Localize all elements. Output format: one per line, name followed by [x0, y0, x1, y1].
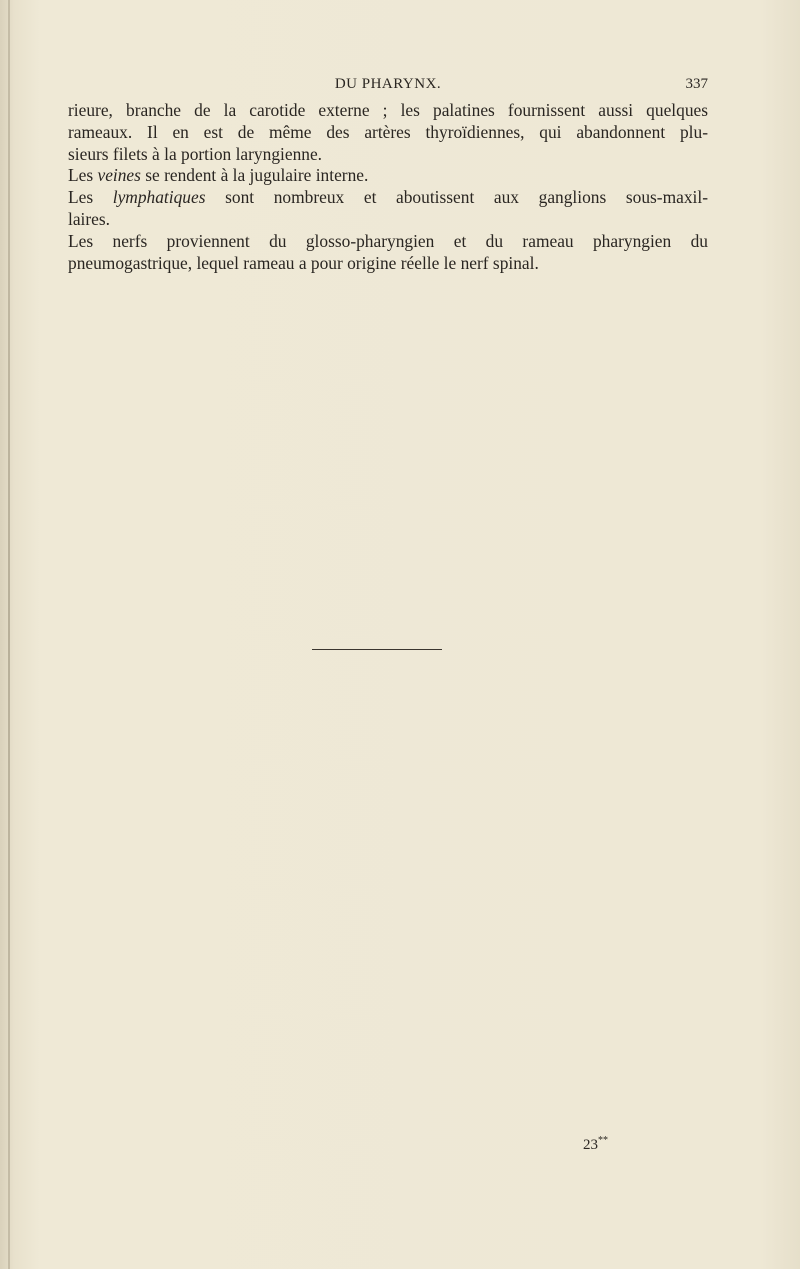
- text-fragment: sont nombreux et aboutissent aux ganglions sous-maxil-: [205, 187, 708, 208]
- signature-number: 23: [583, 1137, 598, 1153]
- paragraph-lymphatiques: [68, 187, 708, 209]
- text-line: sieurs filets à la portion laryngienne.: [68, 143, 323, 164]
- paragraph-veines: [68, 165, 708, 187]
- text-line: pneumogastrique, lequel rameau a pour origine réelle le nerf spinal.: [68, 252, 539, 273]
- section-separator-rule: [312, 649, 442, 650]
- binding-edge: [8, 0, 10, 1269]
- page-number: 337: [685, 76, 708, 92]
- body-text: [68, 100, 708, 274]
- printer-signature: [583, 1135, 608, 1154]
- text-fragment: Les: [68, 187, 113, 208]
- text-line: Les nerfs proviennent du glosso-pharyngien et du rameau pharyngien du: [68, 230, 708, 251]
- emphasis-lymphatiques: lymphatiques: [112, 187, 206, 208]
- text-fragment: se rendent à la jugulaire interne.: [140, 165, 369, 186]
- running-title: DU PHARYNX.: [334, 76, 442, 92]
- emphasis-veines: veines: [97, 165, 141, 186]
- text-fragment: Les: [68, 165, 98, 186]
- running-head: [68, 76, 708, 98]
- signature-mark: **: [598, 1135, 608, 1146]
- text-line: laires.: [68, 208, 111, 229]
- text-line: rameaux. Il en est de même des artères thyroïdiennes, qui abandonnent plu-: [68, 121, 708, 142]
- text-line: rieure, branche de la carotide externe ; les palatines fournissent aussi quelques: [68, 100, 708, 120]
